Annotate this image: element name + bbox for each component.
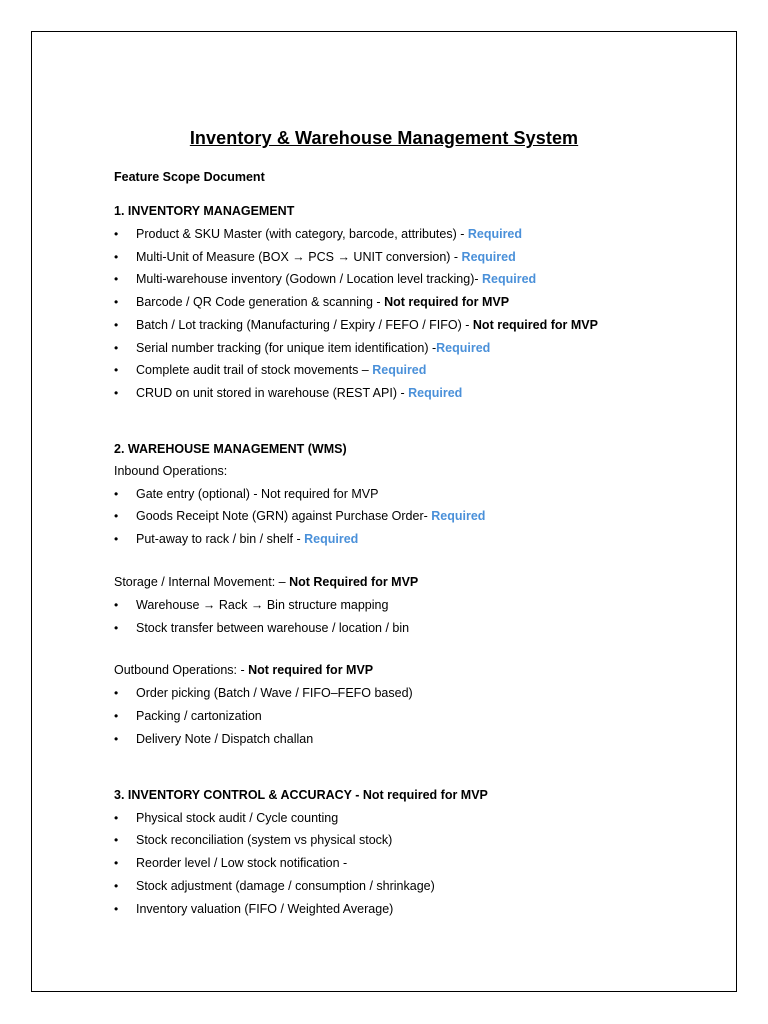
required-tag: Required bbox=[461, 250, 516, 264]
storage-label-text: Storage / Internal Movement: – bbox=[114, 575, 290, 589]
item-text: Multi-warehouse inventory (Godown / Location level tracking)- bbox=[136, 272, 482, 286]
list-item bbox=[114, 855, 347, 871]
item-text: Batch / Lot tracking (Manufacturing / Expiry / FEFO / FIFO) - bbox=[136, 318, 473, 332]
section-heading-inventory-management: 1. INVENTORY MANAGEMENT bbox=[114, 204, 295, 218]
bullet-icon: • bbox=[114, 879, 119, 893]
list-item bbox=[114, 294, 509, 310]
item-text: Serial number tracking (for unique item identification) - bbox=[136, 341, 437, 355]
item-text: Put-away to rack / bin / shelf - bbox=[136, 532, 305, 546]
inbound-operations-label: Inbound Operations: bbox=[114, 464, 228, 478]
list-item bbox=[114, 385, 462, 401]
item-text: Product & SKU Master (with category, barcode, attributes) - bbox=[136, 227, 468, 241]
bullet-icon: • bbox=[114, 318, 119, 332]
bullet-icon: • bbox=[114, 386, 119, 400]
bullet-icon: • bbox=[114, 598, 119, 612]
list-item bbox=[114, 249, 516, 265]
list-item bbox=[114, 271, 536, 287]
section-heading-inventory-control: 3. INVENTORY CONTROL & ACCURACY - Not required for MVP bbox=[114, 788, 488, 802]
required-tag: Required bbox=[436, 341, 491, 355]
bullet-icon: • bbox=[114, 487, 119, 501]
item-text: Physical stock audit / Cycle counting bbox=[136, 811, 339, 825]
bullet-icon: • bbox=[114, 272, 119, 286]
item-text: Delivery Note / Dispatch challan bbox=[136, 732, 314, 746]
bullet-icon: • bbox=[114, 709, 119, 723]
bullet-icon: • bbox=[114, 621, 119, 635]
list-item bbox=[114, 362, 426, 378]
section-heading-warehouse-management: 2. WAREHOUSE MANAGEMENT (WMS) bbox=[114, 442, 347, 456]
list-item bbox=[114, 878, 435, 894]
required-tag: Required bbox=[408, 386, 463, 400]
list-item bbox=[114, 901, 393, 917]
storage-movement-label bbox=[114, 574, 418, 590]
item-text: Barcode / QR Code generation & scanning - bbox=[136, 295, 385, 309]
required-tag: Required bbox=[482, 272, 537, 286]
item-text: Complete audit trail of stock movements – bbox=[136, 363, 373, 377]
bullet-icon: • bbox=[114, 686, 119, 700]
bullet-icon: • bbox=[114, 833, 119, 847]
item-text: Multi-Unit of Measure (BOX → PCS → UNIT conversion) - bbox=[136, 250, 462, 264]
item-text: Stock transfer between warehouse / location / bin bbox=[136, 621, 410, 635]
document-subtitle: Feature Scope Document bbox=[114, 170, 265, 184]
item-text: Order picking (Batch / Wave / FIFO–FEFO based) bbox=[136, 686, 413, 700]
list-item bbox=[114, 685, 413, 701]
bullet-icon: • bbox=[114, 532, 119, 546]
list-item bbox=[114, 226, 522, 242]
list-item bbox=[114, 620, 409, 636]
not-required-tag: Not Required for MVP bbox=[289, 575, 419, 589]
required-tag: Required bbox=[431, 509, 486, 523]
bullet-icon: • bbox=[114, 856, 119, 870]
required-tag: Required bbox=[467, 227, 523, 241]
required-tag: Required bbox=[372, 363, 427, 377]
list-item bbox=[114, 708, 262, 724]
bullet-icon: • bbox=[114, 732, 119, 746]
item-text: Goods Receipt Note (GRN) against Purchase Order- bbox=[136, 509, 432, 523]
not-required-tag: Not required for MVP bbox=[384, 295, 510, 309]
document-page bbox=[31, 31, 737, 992]
outbound-operations-label bbox=[114, 662, 373, 678]
item-text: Inventory valuation (FIFO / Weighted Average) bbox=[136, 902, 394, 916]
list-item bbox=[114, 832, 392, 848]
list-item bbox=[114, 340, 490, 356]
item-text: Stock adjustment (damage / consumption / shrinkage) bbox=[136, 879, 435, 893]
bullet-icon: • bbox=[114, 363, 119, 377]
list-item bbox=[114, 317, 598, 333]
list-item bbox=[114, 486, 378, 502]
item-text: Packing / cartonization bbox=[136, 709, 262, 723]
bullet-icon: • bbox=[114, 341, 119, 355]
list-item bbox=[114, 810, 338, 826]
bullet-icon: • bbox=[114, 250, 119, 264]
bullet-icon: • bbox=[114, 811, 119, 825]
item-text: CRUD on unit stored in warehouse (REST API) - bbox=[136, 386, 409, 400]
bullet-icon: • bbox=[114, 509, 119, 523]
document-title: Inventory & Warehouse Management System bbox=[189, 128, 579, 148]
list-item bbox=[114, 731, 313, 747]
bullet-icon: • bbox=[114, 295, 119, 309]
not-required-tag: Not required for MVP bbox=[472, 318, 598, 332]
item-text: Stock reconciliation (system vs physical stock) bbox=[136, 833, 393, 847]
required-tag: Required bbox=[304, 532, 359, 546]
list-item bbox=[114, 597, 388, 613]
item-text: Reorder level / Low stock notification - bbox=[136, 856, 348, 870]
bullet-icon: • bbox=[114, 227, 119, 241]
item-text: Gate entry (optional) - Not required for MVP bbox=[136, 487, 379, 501]
outbound-label-text: Outbound Operations: - bbox=[114, 663, 249, 677]
item-text: Warehouse → Rack → Bin structure mapping bbox=[136, 598, 389, 612]
list-item bbox=[114, 531, 358, 547]
not-required-tag: Not required for MVP bbox=[248, 663, 374, 677]
list-item bbox=[114, 508, 485, 524]
bullet-icon: • bbox=[114, 902, 119, 916]
